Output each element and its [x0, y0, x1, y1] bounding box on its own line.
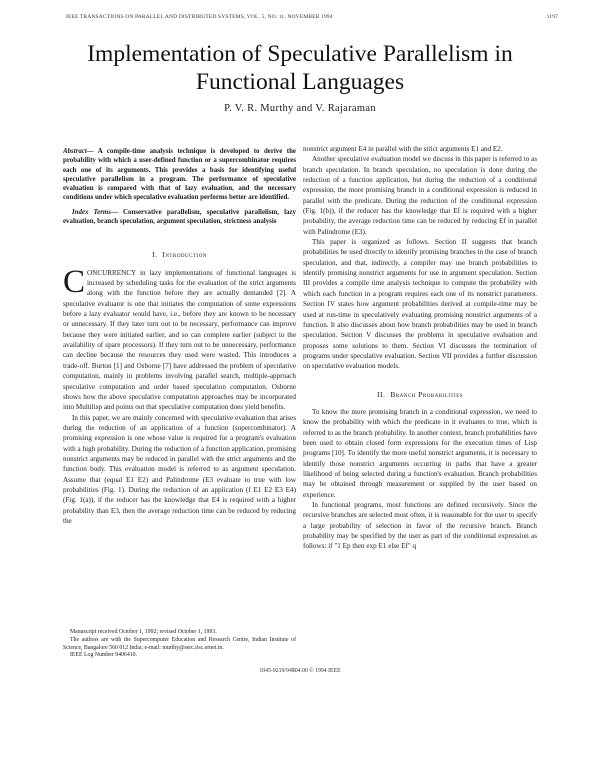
footnotes: [63, 629, 296, 660]
section-heading-introduction: [63, 250, 296, 260]
section-heading-branch-probabilities: [303, 390, 537, 400]
branch-paragraph-2: In functional programs, most functions are defined recursively. Since the recursive branches are selected most often, it is reasonable for the user to specify a large probability of selection in favor of the recursive branch. Branch probability may be specified by the user as part of the conditional expression as follows: if "1 Ep then exp E1 else Ef" q: [303, 501, 537, 551]
drop-cap: C: [63, 263, 86, 300]
running-head: [66, 14, 558, 24]
section-number: II.: [376, 389, 386, 399]
journal-citation: IEEE TRANSACTIONS ON PARALLEL AND DISTRIBUTED SYSTEMS, VOL. 5, NO. 11, NOVEMBER 1994: [66, 14, 333, 20]
abstract-text: — A compile-time analysis technique is developed to derive the probability with which a user-defined function or a supercombinator requires each one of its arguments. This provides a basis for identifying useful speculative parallelism in a program. The performance of speculative evaluation is compared with that of lazy evaluation, and the necessary conditions under which speculative evaluation performs better are identified.: [63, 148, 296, 202]
branch-paragraph-1: To know the more promising branch in a conditional expression, we need to know the probability with which the predicate in it evaluates to true, which is referred to as the branch probability. In another context, branch probabilities have been used to obtain closed form expressions for the execution times of Lisp programs [10]. To identify the more useful nonstrict arguments, it is necessary to identify those nonstrict arguments occurring in paths that have a greater likelihood of being selected during a function's evaluation. Branch probabilities may be obtained through measurement or supplied by the user based on experience.: [303, 407, 537, 499]
right-column: [303, 144, 537, 552]
footnote-log-number: IEEE Log Number 9406410.: [70, 652, 137, 659]
intro-paragraph-1: [63, 263, 296, 413]
copyright-line: 1045-9219/94$04.00 © 1994 IEEE: [259, 668, 341, 674]
footnote-affiliation: The authors are with the Supercomputer Education and Research Centre, Indian Institute of Science, Bangalore 560 012 India; e-mail: murthy@serc.iisc.ernet.in.: [63, 636, 296, 651]
section-number: I.: [152, 250, 158, 260]
lead-word: ONCURRENCY: [87, 268, 137, 277]
page-number: 1197: [546, 14, 558, 20]
index-terms-text: — Conservative parallelism, speculative parallelism, lazy evaluation, branch speculation, argument speculation, strictness analysis: [63, 208, 297, 226]
intro-paragraph-3: nonstrict argument E4 in parallel with the strict arguments E1 and E2.: [303, 145, 503, 153]
paragraph-text: in lazy implementations of functional languages is increased by scheduling tasks for the evaluation of the strict arguments along with the function before they are actually demanded [2]. A speculative evaluator is one that initiates the computation of some expressions before a lazy evaluator would have, i.e., before they are known to be necessary or unnecessary. If they later turn out to be necessary, performance can improve because they were initiated earlier, and so can complete earlier (subject to the availability of spare processors). If they turn out to be unnecessary, performance can decline because the resources they used were wasted. This introduces a trade-off. Burton [1] and Osborne [7] have addressed the problem of speculative computation, mainly in problems involving parallel search, multiple-approach speculative computation and order based speculation computation. Osborne shows how the above speculative computation approaches may be incorporated into Multilisp and points out that speculative computation does yield benefits.: [63, 268, 296, 412]
index-terms: [63, 208, 296, 227]
title-line-1: Implementation of Speculative Parallelism in: [87, 41, 513, 67]
intro-paragraph-2: In this paper, we are mainly concerned with speculative evaluation that arises during the reduction of an application of a function (supercombinator). A promising expression is one whose value is required for a program's evaluation with a high probability. During the reduction of a function application, promising nonstrict arguments may be reduced in parallel with the strict arguments and the function body. This evaluation model is referred to as argument speculation. Assume that (equal E1 E2) and Palindrome (E3 evaluate to true with low probabilities (Fig. 1). During the reduction of an application (f E1 E2 E3 E4) (Fig. 1(a)), if the reducer has the knowledge that E4 is required with a higher probability than E3, then the average reduction time can be reduced by reducing the: [63, 413, 296, 525]
section-title: Branch Probabilities: [390, 389, 464, 399]
intro-paragraph-5: This paper is organized as follows. Section II suggests that branch probabilities be used directly to identify promising branches in the case of branch speculation, and that, indirectly, a compiler may use branch probabilities to identify promising nonstrict arguments for use in argument speculation. Section III provides a compile time analysis technique to compute the probability with which each function in a program requires each one of its nonstrict parameters. Section IV states how argument probabilities derived at compile-time may be used at run-time in speculatively evaluating promising nonstrict arguments of a function. It also discusses about how branch probabilities may be used in branch speculation. Section V discusses the problems in speculative evaluation and proposes some solutions to them. Section VI discusses the termination of programs under speculative evaluation. Section VII provides a further discussion on speculative evaluation models.: [303, 238, 537, 371]
footnote-received: Manuscript received October 1, 1992; revised October 1, 1993.: [70, 629, 217, 635]
abstract: [63, 147, 296, 203]
authors: P. V. R. Murthy and V. Rajaraman: [224, 103, 376, 114]
index-terms-label: Index Terms: [72, 208, 111, 216]
left-column: [63, 147, 296, 526]
paper-title: [40, 40, 560, 96]
title-line-2: Functional Languages: [195, 69, 405, 95]
section-title: Introduction: [162, 250, 207, 260]
abstract-label: Abstract: [63, 148, 87, 155]
intro-paragraph-4: Another speculative evaluation model we discuss in this paper is referred to as branch speculation. In branch speculation, no speculation is done during the reduction of a function application, but during the reduction of a conditional expression, the more promising branch in a conditional expression is reduced in parallel with the predicate. During the reduction of the conditional expression (Fig. 1(b)), if the reducer has the knowledge that Ef is required with a higher probability, the average reduction time can be reduced by reducing Ef in parallel with Palindrome (E3).: [303, 155, 537, 236]
